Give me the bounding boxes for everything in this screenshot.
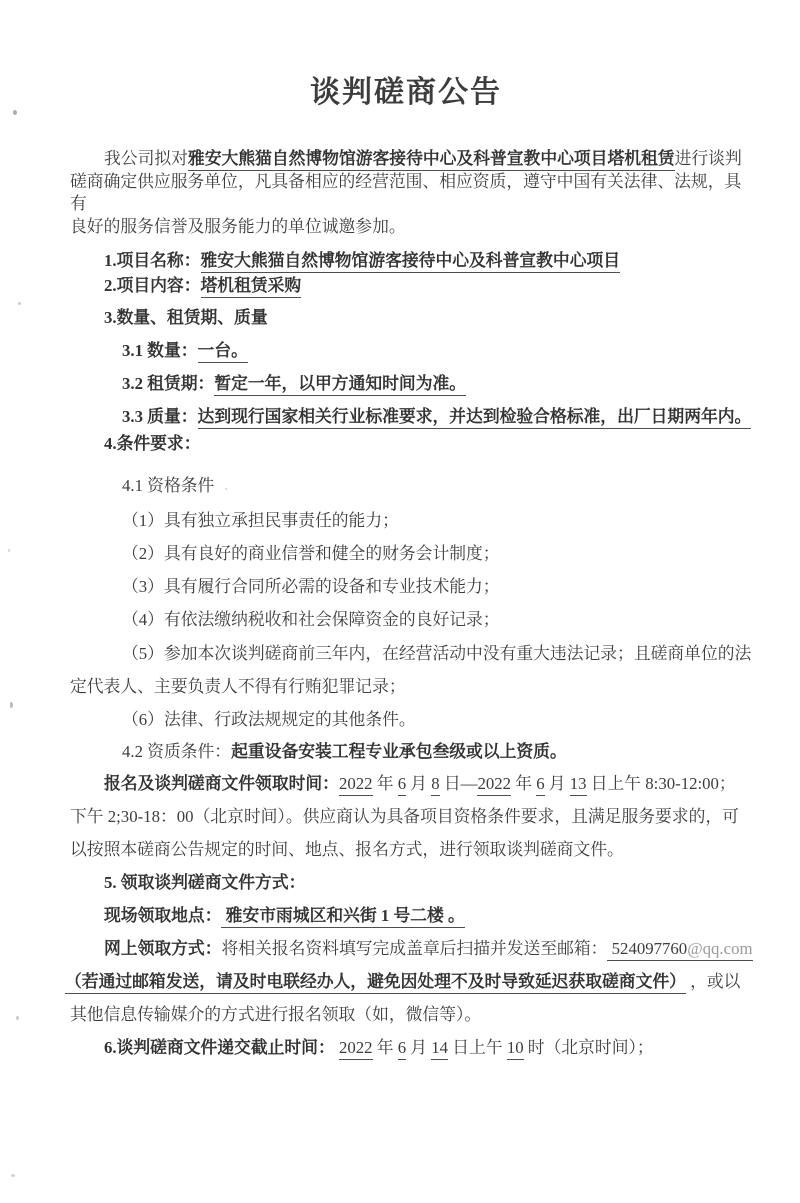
condition-1: （1）具有独立承担民事责任的能力； xyxy=(122,511,399,530)
online-pickup-line-3: 其他信息传输媒介的方式进行报名领取（如，微信等）。 xyxy=(70,1005,482,1024)
signup-sep-2: 月 xyxy=(406,774,432,793)
item-6-deadline-line xyxy=(70,1031,742,1064)
online-pickup-line-2 xyxy=(65,965,742,998)
online-pickup-line-1 xyxy=(70,932,753,965)
scan-artifact xyxy=(10,702,13,708)
item-3-2-label: 3.2 租赁期： xyxy=(122,374,215,393)
signup-sep-3: 日— xyxy=(439,774,478,793)
condition-3: （3）具有履行合同所必需的设备和专业技术能力； xyxy=(122,577,500,596)
item-4-1-heading: 4.1 资格条件 xyxy=(122,476,215,495)
condition-4: （4）有依法缴纳税收和社会保障资金的良好记录； xyxy=(122,610,500,629)
scan-artifact xyxy=(18,302,21,305)
item-3-1-label: 3.1 数量： xyxy=(122,341,198,360)
deadline-sep-3: 日上午 xyxy=(448,1038,507,1057)
email-note-tail: ，或以 xyxy=(685,972,741,991)
deadline-year: 2022 xyxy=(339,1038,373,1060)
scan-artifact xyxy=(16,1016,19,1020)
online-pickup-text: 将相关报名资料填写完成盖章后扫描并发送至邮箱： xyxy=(221,939,608,958)
email-note-underlined: （若通过邮箱发送，请及时电联经办人，避免因处理不及时导致延迟获取磋商文件） xyxy=(65,972,686,994)
condition-6: （6）法律、行政法规规定的其他条件。 xyxy=(122,710,416,729)
deadline-tail: 时（北京时间）； xyxy=(523,1038,654,1057)
signup-year-1: 2022 xyxy=(339,774,373,796)
item-3-2-lease-term xyxy=(70,367,742,400)
item-3-3-label: 3.3 质量： xyxy=(122,407,198,426)
scan-artifact xyxy=(11,1174,15,1177)
intro-text-1: 我公司拟对 xyxy=(104,149,188,168)
email-address xyxy=(607,939,752,961)
item-1-label: 1.项目名称： xyxy=(104,251,201,270)
item-2-label: 2.项目内容： xyxy=(104,276,201,295)
scan-artifact xyxy=(8,549,10,552)
intro-line-2: 磋商确定供应服务单位，凡具备相应的经营范围、相应资质，遵守中国有关法律、法规，具有 xyxy=(70,171,742,213)
signup-time-line-2: 下午 2;30-18：00（北京时间）。供应商认为具备项目资格条件要求，且满足服务要求的，可 xyxy=(70,807,739,826)
condition-5-line-1: （5）参加本次谈判磋商前三年内，在经营活动中没有重大违法记录；且磋商单位的法 xyxy=(122,644,752,663)
signup-sep-5: 月 xyxy=(544,774,570,793)
item-3-1-value: 一台。 xyxy=(198,341,248,363)
item-1-value: 雅安大熊猫自然博物馆游客接待中心及科普宣教中心项目 xyxy=(201,251,621,273)
project-name-underlined: 雅安大熊猫自然博物馆游客接待中心及科普宣教中心项目塔机租赁 xyxy=(188,149,675,171)
item-3-label: 3.数量、租赁期、质量 xyxy=(104,308,268,327)
signup-time-tail: 日上午 8:30-12:00； xyxy=(586,774,736,793)
item-4-2-value: 起重设备安装工程专业承包叁级或以上资质。 xyxy=(231,742,567,761)
intro-line-3: 良好的服务信誉及服务能力的单位诚邀参加。 xyxy=(70,216,406,236)
item-4-label: 4.条件要求： xyxy=(104,434,201,453)
item-2-project-content xyxy=(70,273,742,298)
pickup-location-label: 现场领取地点： xyxy=(104,906,222,925)
online-pickup-label: 网上领取方式： xyxy=(104,939,222,958)
signup-sep-4: 年 xyxy=(511,774,537,793)
signup-month-2: 6 xyxy=(536,774,544,796)
item-5-label: 5. 领取谈判磋商文件方式： xyxy=(104,873,306,892)
intro-text-2: 进行谈判 xyxy=(674,149,742,168)
deadline-day: 14 xyxy=(431,1038,448,1060)
scan-artifact xyxy=(306,844,309,847)
item-6-label: 6.谈判磋商文件递交截止时间： xyxy=(104,1038,335,1057)
item-3-heading xyxy=(70,301,742,334)
signup-day-1: 8 xyxy=(431,774,439,796)
item-4-2-qualification xyxy=(70,735,742,768)
item-3-1-quantity xyxy=(70,334,742,367)
intro-paragraph xyxy=(70,148,742,238)
document-title: 谈判磋商公告 xyxy=(310,76,502,109)
signup-time-label: 报名及谈判磋商文件领取时间： xyxy=(104,774,339,793)
scan-artifact xyxy=(13,110,17,115)
signup-sep-1: 年 xyxy=(372,774,398,793)
email-domain-part: @qq.com xyxy=(687,939,753,958)
deadline-month: 6 xyxy=(398,1038,406,1060)
scanned-document-page xyxy=(0,72,800,1203)
pickup-location-line xyxy=(70,899,742,932)
email-user-part: 524097760 xyxy=(607,939,688,958)
intro-line-1 xyxy=(70,148,742,171)
deadline-sep-2: 月 xyxy=(406,1038,432,1057)
signup-time-line-3: 以按照本磋商公告规定的时间、地点、报名方式，进行领取谈判磋商文件。 xyxy=(70,840,624,859)
item-3-3-value: 达到现行国家相关行业标准要求，并达到检验合格标准，出厂日期两年内。 xyxy=(198,407,752,429)
condition-5-line-2: 定代表人、主要负责人不得有行贿犯罪记录； xyxy=(70,677,406,696)
signup-month-1: 6 xyxy=(398,774,406,796)
deadline-sep-1: 年 xyxy=(372,1038,398,1057)
pickup-location-value: 雅安市雨城区和兴街 1 号二楼 。 xyxy=(221,906,464,928)
item-3-2-value: 暂定一年，以甲方通知时间为准。 xyxy=(214,374,466,396)
signup-year-2: 2022 xyxy=(477,774,511,796)
condition-2: （2）具有良好的商业信誉和健全的财务会计制度； xyxy=(122,544,500,563)
deadline-hour: 10 xyxy=(507,1038,524,1060)
item-1-project-name xyxy=(70,248,742,273)
item-2-value: 塔机租赁采购 xyxy=(201,276,302,298)
item-5-heading xyxy=(70,866,742,899)
signup-day-2: 13 xyxy=(570,774,587,796)
scan-artifact xyxy=(225,488,227,490)
signup-time-line-1 xyxy=(70,767,742,800)
item-4-2-label: 4.2 资质条件： xyxy=(122,742,232,761)
